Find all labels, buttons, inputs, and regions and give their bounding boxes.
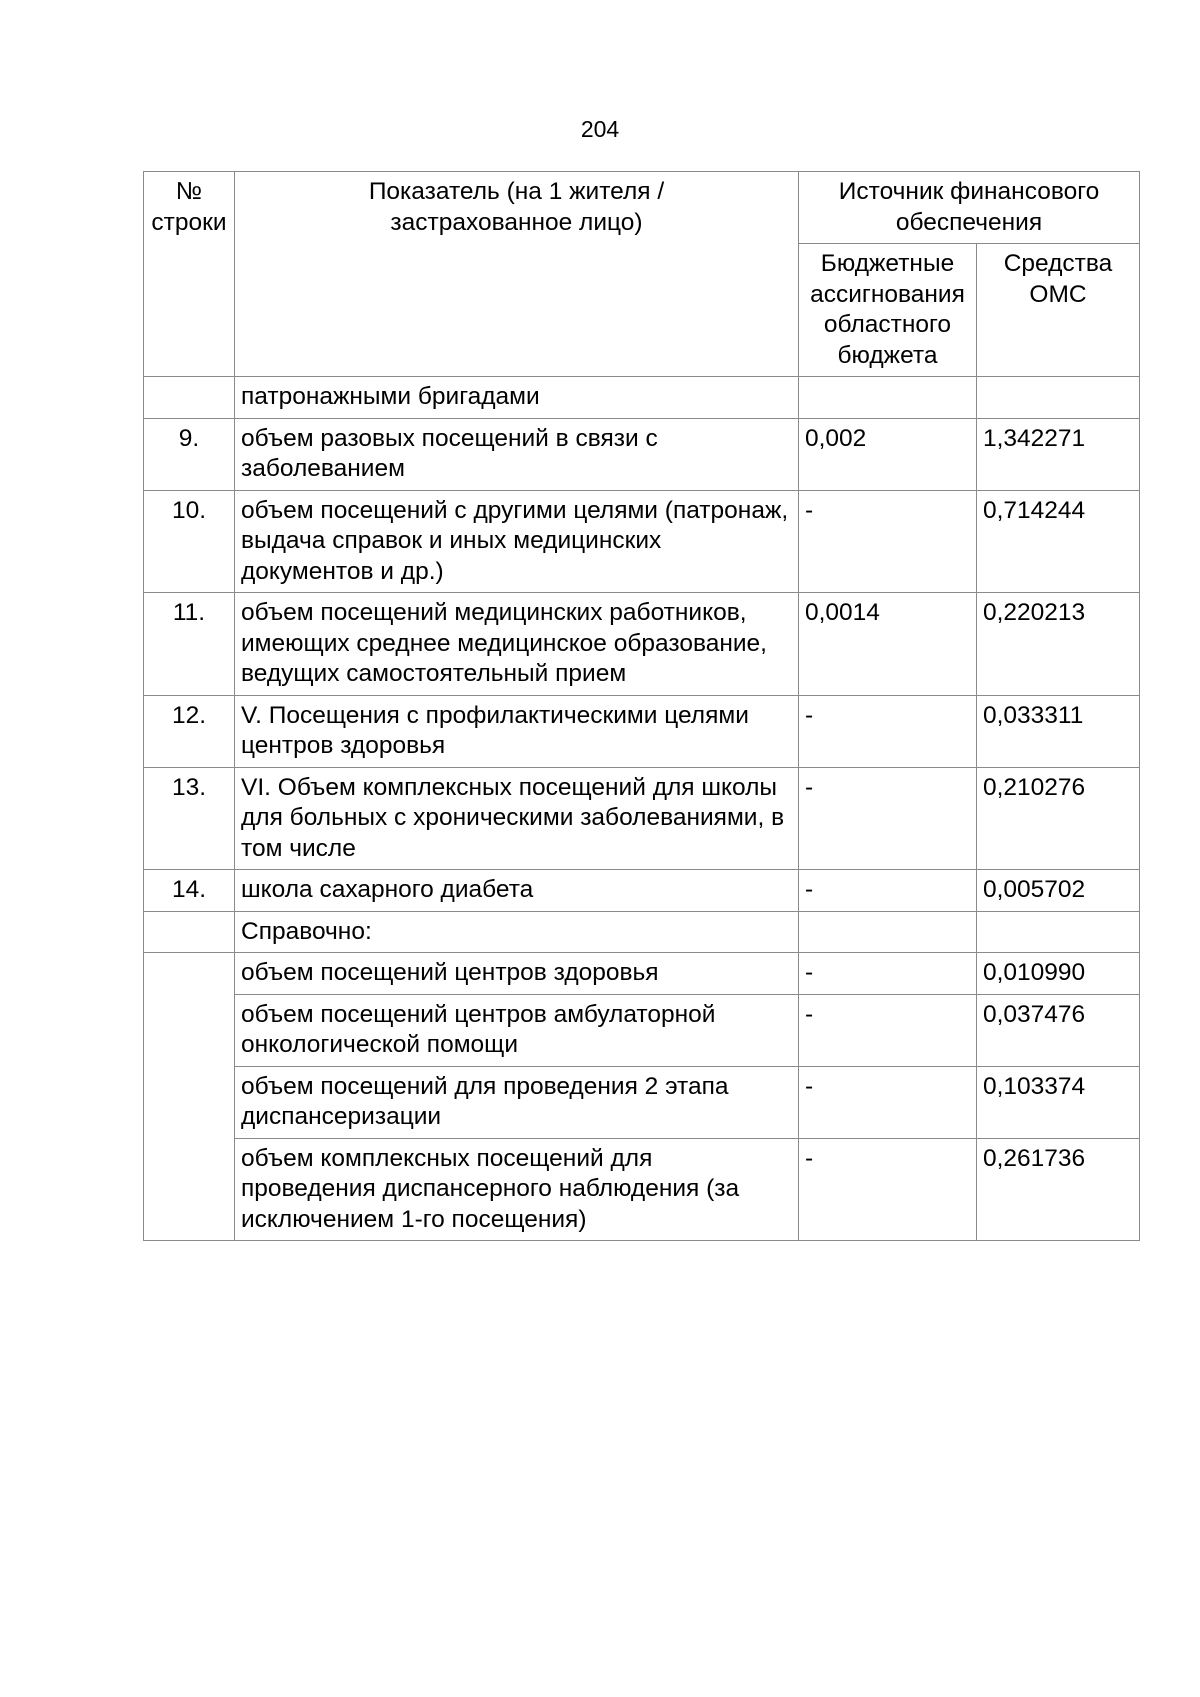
header-source: Источник финансового обеспечения — [799, 172, 1140, 244]
reference-row — [144, 1138, 1140, 1241]
header-indicator: Показатель (на 1 жителя / застрахованное лицо) — [235, 172, 799, 377]
row-number: 13. — [144, 767, 235, 870]
row-budget — [799, 911, 977, 953]
row-oms: 0,033311 — [977, 695, 1140, 767]
row-indicator: объем посещений с другими целями (патронаж, выдача справок и иных медицинских документов и др.) — [235, 490, 799, 593]
row-indicator: объем посещений медицинских работников, имеющих среднее медицинское образование, ведущих самостоятельный прием — [235, 593, 799, 696]
header-oms: Средства ОМС — [977, 244, 1140, 377]
row-budget: - — [799, 767, 977, 870]
row-number: 12. — [144, 695, 235, 767]
row-budget: 0,002 — [799, 418, 977, 490]
row-number: 14. — [144, 870, 235, 912]
row-budget — [799, 377, 977, 419]
row-budget: - — [799, 490, 977, 593]
reference-row — [144, 953, 1140, 995]
reference-oms: 0,010990 — [977, 953, 1140, 995]
row-indicator: школа сахарного диабета — [235, 870, 799, 912]
reference-oms: 0,037476 — [977, 994, 1140, 1066]
header-row-no: № строки — [144, 172, 235, 377]
reference-oms: 0,261736 — [977, 1138, 1140, 1241]
row-budget: - — [799, 870, 977, 912]
reference-indicator: объем комплексных посещений для проведения диспансерного наблюдения (за исключением 1-го посещения) — [235, 1138, 799, 1241]
row-number: 11. — [144, 593, 235, 696]
reference-number-cell — [144, 953, 235, 1241]
row-oms: 0,714244 — [977, 490, 1140, 593]
reference-row — [144, 994, 1140, 1066]
reference-budget: - — [799, 953, 977, 995]
page-number: 204 — [580, 116, 620, 142]
row-oms: 0,220213 — [977, 593, 1140, 696]
indicators-table — [143, 171, 1140, 1241]
row-indicator: VI. Объем комплексных посещений для школы для больных с хроническими заболеваниями, в том числе — [235, 767, 799, 870]
reference-indicator: объем посещений центров амбулаторной онкологической помощи — [235, 994, 799, 1066]
reference-budget: - — [799, 1138, 977, 1241]
reference-row — [144, 1066, 1140, 1138]
row-indicator: V. Посещения с профилактическими целями центров здоровья — [235, 695, 799, 767]
row-number — [144, 377, 235, 419]
table-row — [144, 911, 1140, 953]
table-row — [144, 418, 1140, 490]
reference-indicator: объем посещений центров здоровья — [235, 953, 799, 995]
header-budget: Бюджетные ассигнования областного бюджета — [799, 244, 977, 377]
reference-oms: 0,103374 — [977, 1066, 1140, 1138]
row-oms: 0,210276 — [977, 767, 1140, 870]
table-row — [144, 593, 1140, 696]
reference-indicator: объем посещений для проведения 2 этапа диспансеризации — [235, 1066, 799, 1138]
row-oms: 0,005702 — [977, 870, 1140, 912]
reference-budget: - — [799, 1066, 977, 1138]
row-indicator: Справочно: — [235, 911, 799, 953]
row-number: 10. — [144, 490, 235, 593]
table-row — [144, 377, 1140, 419]
table-row — [144, 490, 1140, 593]
row-oms: 1,342271 — [977, 418, 1140, 490]
header-row — [144, 172, 1140, 244]
reference-budget: - — [799, 994, 977, 1066]
row-indicator: объем разовых посещений в связи с заболеванием — [235, 418, 799, 490]
row-number: 9. — [144, 418, 235, 490]
table-row — [144, 870, 1140, 912]
row-oms — [977, 377, 1140, 419]
table-row — [144, 695, 1140, 767]
row-budget: - — [799, 695, 977, 767]
row-oms — [977, 911, 1140, 953]
row-budget: 0,0014 — [799, 593, 977, 696]
table-row — [144, 767, 1140, 870]
row-indicator: патронажными бригадами — [235, 377, 799, 419]
row-number — [144, 911, 235, 953]
